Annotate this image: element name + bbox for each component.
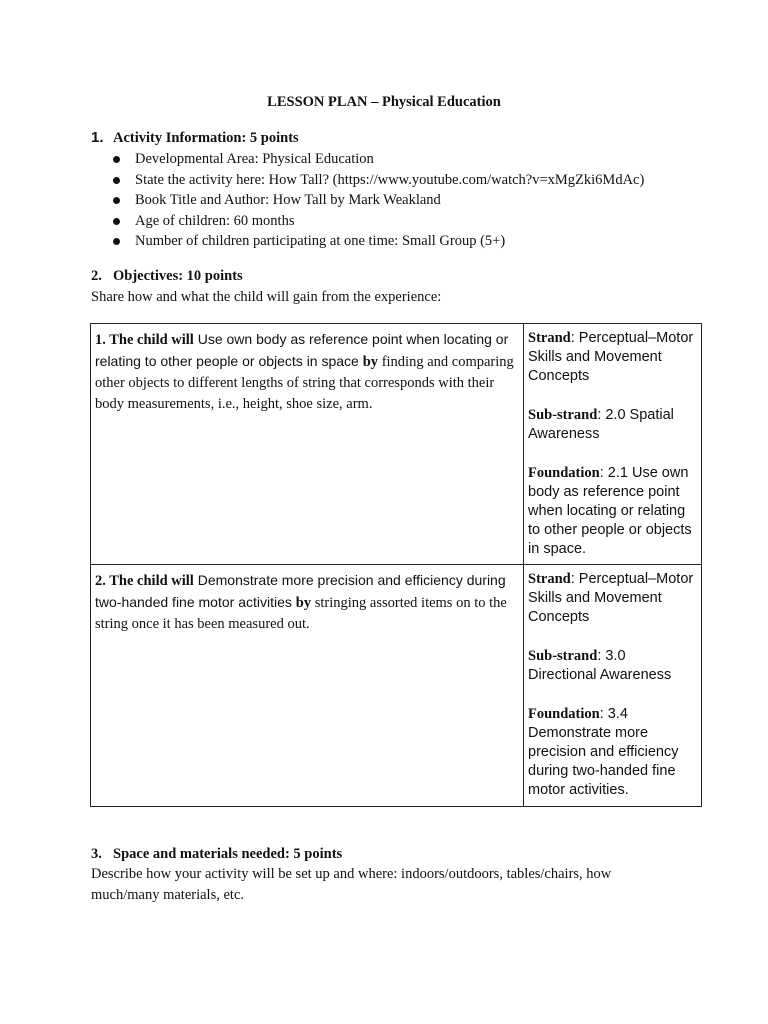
section1-heading xyxy=(91,129,299,147)
section3-text: Describe how your activity will be set up and where: indoors/outdoors, tables/chairs, how much/many materials, etc. xyxy=(91,866,612,903)
foundation: Foundation: 2.1 Use own body as reference point when locating or relating to other people or objects in space. xyxy=(528,465,692,557)
sub-strand: Sub-strand: 3.0 Directional Awareness xyxy=(528,648,672,683)
sub-strand: Sub-strand: 2.0 Spatial Awareness xyxy=(528,407,674,442)
bullet-icon xyxy=(113,197,120,204)
objective-cell: 2. The child will Demonstrate more precision and efficiency during two-handed fine motor activities by stringing assorted items on to the string once it has been measured out. xyxy=(91,565,524,807)
section3-heading xyxy=(91,846,342,863)
foundation: Foundation: 3.4 Demonstrate more precision and efficiency during two-handed fine motor activities. xyxy=(528,706,679,798)
table-row xyxy=(91,565,702,807)
standards-cell xyxy=(524,324,702,565)
bullet-icon xyxy=(113,156,120,163)
section1-number: 1. xyxy=(91,129,104,146)
bullet-icon xyxy=(113,177,120,184)
section1-title: Activity Information: 5 points xyxy=(113,130,299,146)
list-item: Developmental Area: Physical Education xyxy=(113,149,644,170)
list-item: Book Title and Author: How Tall by Mark Weakland xyxy=(113,190,644,211)
strand: Strand: Perceptual–Motor Skills and Movement Concepts xyxy=(528,571,694,625)
list-item: Age of children: 60 months xyxy=(113,211,644,232)
objectives-table xyxy=(90,323,702,807)
standards-cell xyxy=(524,565,702,807)
strand: Strand: Perceptual–Motor Skills and Movement Concepts xyxy=(528,330,694,384)
section2-heading xyxy=(91,268,243,285)
page-title: LESSON PLAN – Physical Education xyxy=(267,94,501,110)
table-row xyxy=(91,324,702,565)
list-item: State the activity here: How Tall? (https://www.youtube.com/watch?v=xMgZki6MdAc) xyxy=(113,170,644,191)
bullet-icon xyxy=(113,238,120,245)
section2-title: Objectives: 10 points xyxy=(113,268,243,284)
section2-intro: Share how and what the child will gain from the experience: xyxy=(91,289,442,305)
objective-cell: 1. The child will Use own body as reference point when locating or relating to other people or objects in space by finding and comparing other objects to different lengths of string that corresponds with their body measurements, i.e., height, shoe size, arm. xyxy=(91,324,524,565)
section3-number: 3. xyxy=(91,846,102,862)
section3-title: Space and materials needed: 5 points xyxy=(113,846,343,862)
section2-number: 2. xyxy=(91,268,102,284)
bullet-icon xyxy=(113,218,120,225)
list-item: Number of children participating at one time: Small Group (5+) xyxy=(113,231,644,252)
activity-info-list xyxy=(113,149,644,252)
